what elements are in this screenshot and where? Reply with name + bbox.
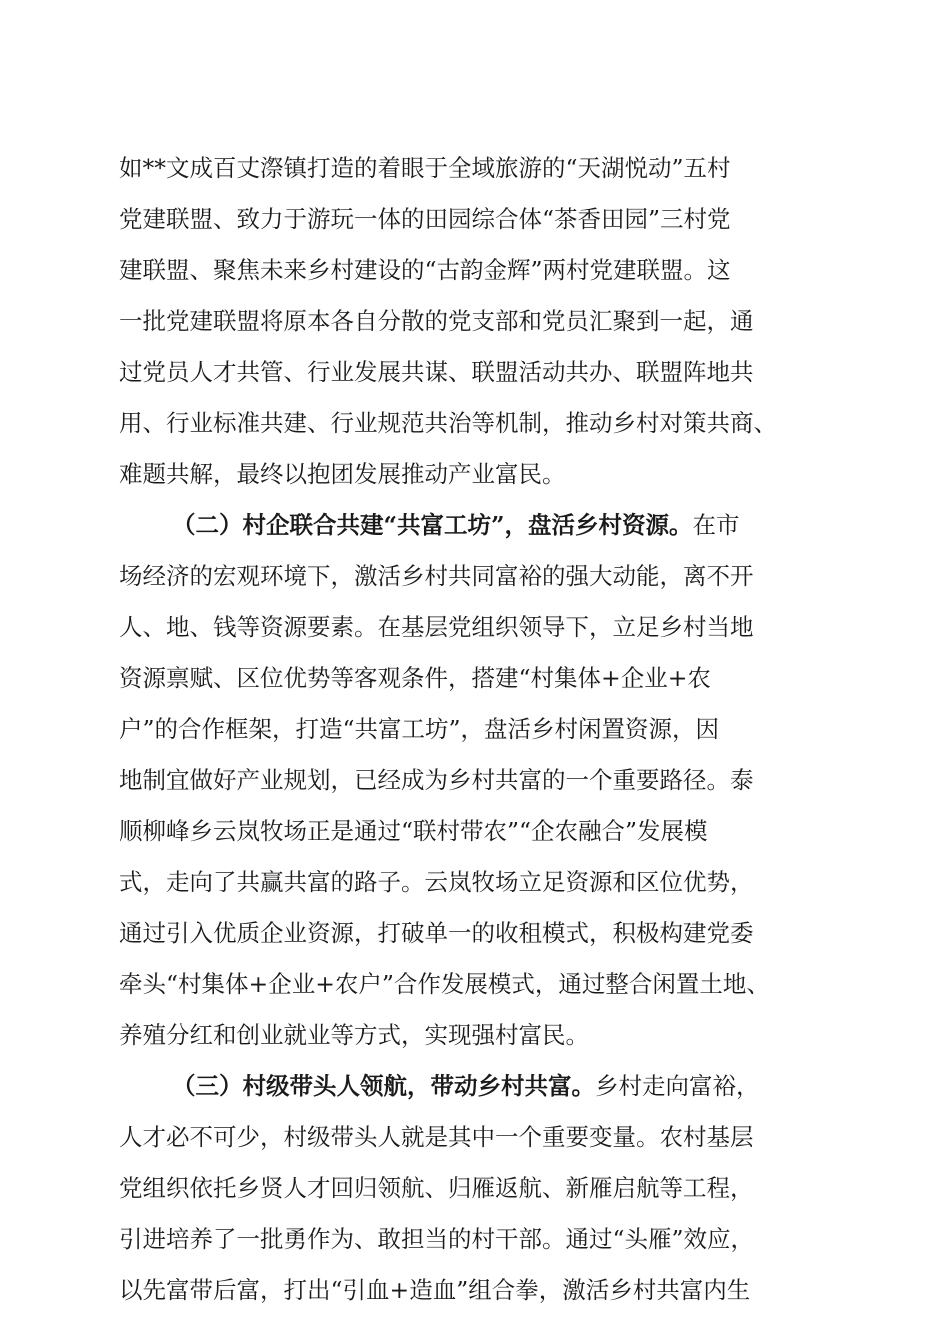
section-heading-3: （三）村级带头人领航，带动乡村共富。: [172, 1072, 595, 1100]
paragraph-line: [119, 1168, 839, 1208]
paragraph-line: [119, 811, 839, 851]
paragraph-line: [119, 556, 839, 596]
line-text: 人才必不可少，村级带头人就是其中一个重要变量。农村基层: [119, 1123, 754, 1151]
line-text: 用、行业标准共建、行业规范共治等机制，推动乡村对策共商、: [119, 409, 777, 437]
paragraph-line: [119, 913, 839, 953]
paragraph-line: [119, 1270, 839, 1310]
line-text: 以先富带后富，打出“引血+造血”组合拳，激活乡村共富内生: [119, 1276, 751, 1304]
line-text: 户”的合作框架，打造“共富工坊”，盘活乡村闲置资源，因: [119, 715, 720, 743]
section-heading-2: （二）村企联合共建“共富工坊”，盘活乡村资源。: [172, 511, 693, 539]
line-text: 党组织依托乡贤人才回归领航、归雁返航、新雁启航等工程，: [119, 1174, 754, 1202]
paragraph-line: [119, 658, 839, 698]
paragraph-line: [119, 760, 839, 800]
paragraph-line: [119, 1219, 839, 1259]
line-text: 过党员人才共管、行业发展共谋、联盟活动共办、联盟阵地共: [119, 358, 754, 386]
line-text: 地制宜做好产业规划，已经成为乡村共富的一个重要路径。泰: [119, 766, 754, 794]
paragraph-line: [119, 301, 839, 341]
line-text: 一批党建联盟将原本各自分散的党支部和党员汇聚到一起，通: [119, 307, 754, 335]
line-text: 式，走向了共赢共富的路子。云岚牧场立足资源和区位优势，: [119, 868, 754, 896]
line-text: 养殖分红和创业就业等方式，实现强村富民。: [119, 1021, 589, 1049]
line-text: 如**文成百丈漈镇打造的着眼于全域旅游的“天湖悦动”五村: [119, 154, 731, 182]
paragraph-line: [119, 352, 839, 392]
paragraph-line: [119, 454, 839, 494]
paragraph-line: [119, 199, 839, 239]
line-text: 场经济的宏观环境下，激活乡村共同富裕的强大动能，离不开: [119, 562, 754, 590]
line-text: 建联盟、聚焦未来乡村建设的“古韵金辉”两村党建联盟。这: [119, 256, 731, 284]
line-text: 人、地、钱等资源要素。在基层党组织领导下，立足乡村当地: [119, 613, 754, 641]
paragraph-line: [119, 403, 839, 443]
paragraph-line: [119, 250, 839, 290]
paragraph-line: [119, 709, 839, 749]
paragraph-line: [119, 862, 839, 902]
line-text: 党建联盟、致力于游玩一体的田园综合体“茶香田园”三村党: [119, 205, 731, 233]
paragraph-line: [119, 964, 839, 1004]
paragraph-line: [119, 148, 839, 188]
section-heading-line: [172, 1066, 839, 1106]
line-text: 在市: [692, 511, 740, 539]
paragraph-line: [119, 1117, 839, 1157]
line-text: 资源禀赋、区位优势等客观条件，搭建“村集体+企业+农: [119, 664, 711, 692]
paragraph-line: [119, 607, 839, 647]
paragraph-line: [119, 1015, 839, 1055]
section-heading-line: [172, 505, 839, 545]
line-text: 牵头“村集体+企业+农户”合作发展模式，通过整合闲置土地、: [119, 970, 770, 998]
line-text: 引进培养了一批勇作为、敢担当的村干部。通过“头雁”效应，: [119, 1225, 755, 1253]
line-text: 通过引入优质企业资源，打破单一的收租模式，积极构建党委: [119, 919, 754, 947]
line-text: 顺柳峰乡云岚牧场正是通过“联村带农”“企农融合”发展模: [119, 817, 708, 845]
line-text: 乡村走向富裕，: [595, 1072, 760, 1100]
line-text: 难题共解，最终以抱团发展推动产业富民。: [119, 460, 566, 488]
